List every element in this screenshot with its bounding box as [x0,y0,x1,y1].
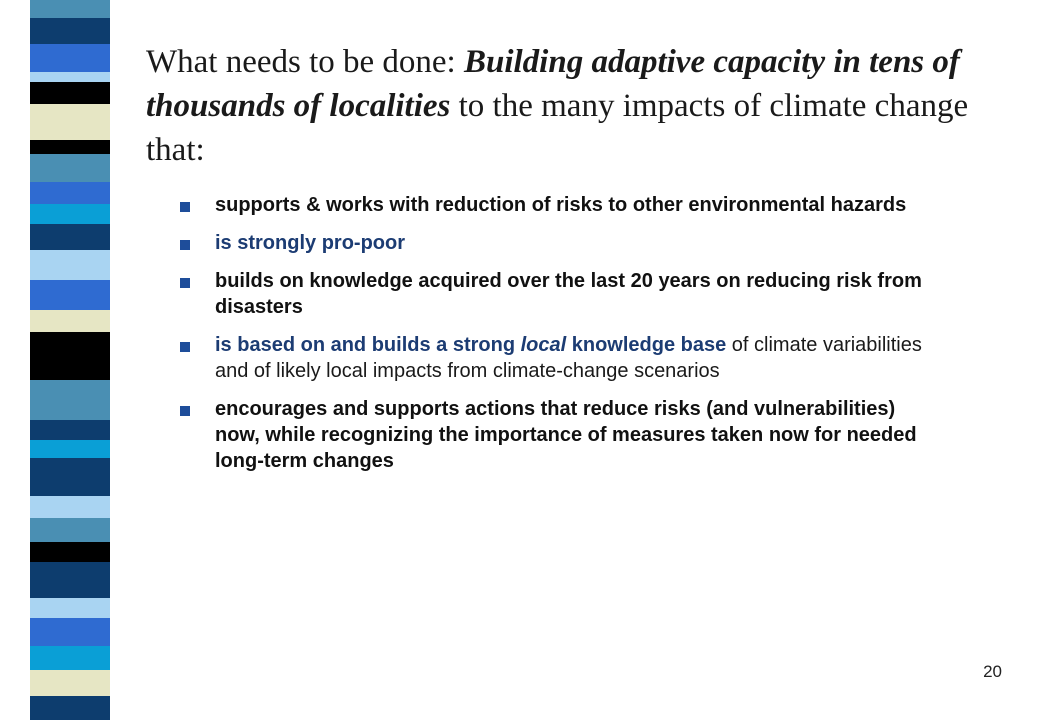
bullet-text-end: knowledge base [566,334,727,356]
stripe-segment [30,618,110,646]
square-bullet-icon [180,202,190,212]
stripe-segment [30,496,110,518]
title-prefix: What needs to be done: [146,44,464,80]
bullet-item [180,192,940,218]
stripe-segment [30,458,110,496]
bullet-item [180,332,940,384]
stripe-segment [30,44,110,72]
decorative-stripe-bar [30,0,110,720]
stripe-segment [30,82,110,104]
bullet-item [180,230,940,256]
stripe-segment [30,420,110,440]
bullet-item [180,268,940,320]
stripe-segment [30,154,110,182]
stripe-segment [30,696,110,720]
title-suffix: to the many impacts of climate change that: [146,88,969,168]
stripe-segment [30,72,110,82]
title-emphasis: Building adaptive capacity in tens of thousands of localities [146,44,960,124]
stripe-segment [30,440,110,458]
stripe-segment [30,140,110,154]
bullet-list [180,192,940,486]
bullet-text: encourages and supports actions that reduce risks (and vulnerabilities) now, while recognizing the importance of measures taken now for needed long-term changes [215,398,917,472]
square-bullet-icon [180,240,190,250]
stripe-segment [30,332,110,380]
stripe-segment [30,562,110,598]
stripe-segment [30,646,110,670]
bullet-text-start: is based on and builds a strong [215,334,521,356]
stripe-segment [30,518,110,542]
slide-title [146,40,986,172]
bullet-item [180,396,940,474]
stripe-segment [30,18,110,44]
bullet-text-italic: local [520,334,567,356]
stripe-segment [30,310,110,332]
square-bullet-icon [180,278,190,288]
stripe-pattern [30,0,110,720]
stripe-segment [30,280,110,310]
bullet-text: builds on knowledge acquired over the last 20 years on reducing risk from disasters [215,270,922,318]
stripe-segment [30,670,110,696]
stripe-segment [30,380,110,420]
stripe-segment [30,598,110,618]
stripe-segment [30,182,110,204]
stripe-segment [30,224,110,250]
square-bullet-icon [180,342,190,352]
bullet-text: supports & works with reduction of risks to other environmental hazards [215,194,907,216]
stripe-segment [30,0,110,18]
square-bullet-icon [180,406,190,416]
stripe-segment [30,104,110,140]
stripe-segment [30,204,110,224]
page-number: 20 [983,662,1002,681]
bullet-text-plain: of climate variabilities and of likely local impacts from climate-change scenarios [215,334,922,382]
stripe-segment [30,542,110,562]
stripe-segment [30,250,110,280]
bullet-text: is strongly pro-poor [215,232,405,254]
